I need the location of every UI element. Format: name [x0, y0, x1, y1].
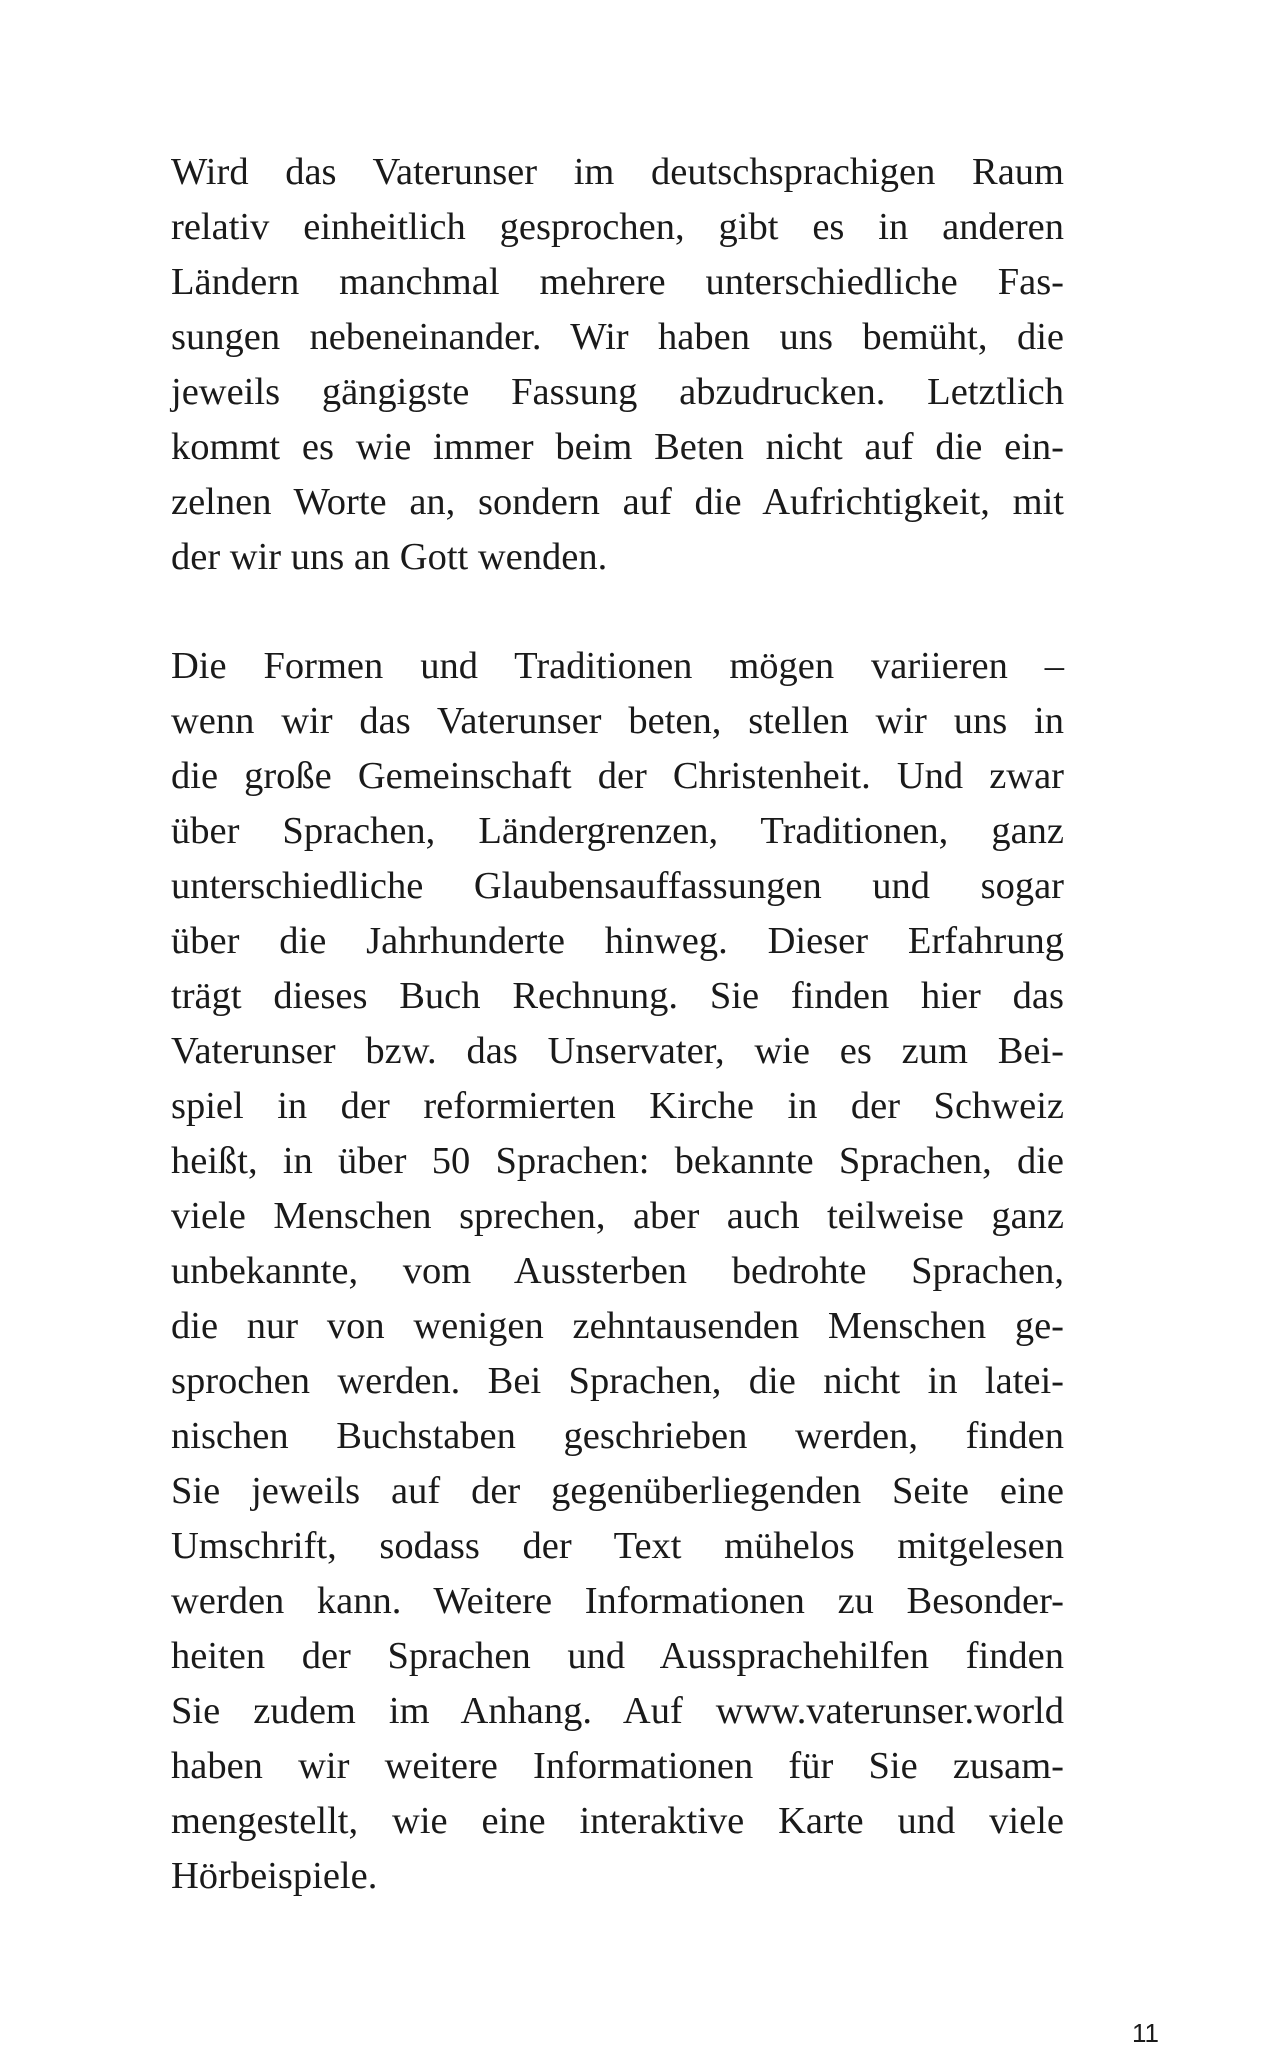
text-line: haben wir weitere Informationen für Sie zusam- — [171, 1745, 1064, 1787]
text-line: unbekannte, vom Aussterben bedrohte Sprachen, — [171, 1250, 1064, 1292]
text-line: heißt, in über 50 Sprachen: bekannte Sprachen, die — [171, 1140, 1064, 1182]
text-line: Die Formen und Traditionen mögen variieren – — [171, 645, 1064, 687]
text-line: Sie jeweils auf der gegenüberliegenden Seite eine — [171, 1470, 1064, 1512]
text-line: über die Jahrhunderte hinweg. Dieser Erfahrung — [171, 920, 1064, 962]
text-line: Vaterunser bzw. das Unservater, wie es zum Bei- — [171, 1030, 1064, 1072]
text-line: zelnen Worte an, sondern auf die Aufrichtigkeit, mit — [171, 481, 1064, 523]
text-line: die große Gemeinschaft der Christenheit. Und zwar — [171, 755, 1064, 797]
text-line: die nur von wenigen zehntausenden Menschen ge- — [171, 1305, 1064, 1347]
text-line: nischen Buchstaben geschrieben werden, finden — [171, 1415, 1064, 1457]
text-line: spiel in der reformierten Kirche in der Schweiz — [171, 1085, 1064, 1127]
text-line: Hörbeispiele. — [171, 1855, 378, 1897]
paragraph-traditions — [171, 639, 1064, 1904]
text-line: unterschiedliche Glaubensauffassungen und sogar — [171, 865, 1064, 907]
page-number: 11 — [1132, 2018, 1159, 2048]
text-line: trägt dieses Buch Rechnung. Sie finden hier das — [171, 975, 1064, 1017]
text-line: Ländern manchmal mehrere unterschiedliche Fas- — [171, 261, 1064, 303]
text-line: kommt es wie immer beim Beten nicht auf die ein- — [171, 426, 1064, 468]
text-line: sungen nebeneinander. Wir haben uns bemüht, die — [171, 316, 1064, 358]
text-line: sprochen werden. Bei Sprachen, die nicht in latei- — [171, 1360, 1064, 1402]
text-line: relativ einheitlich gesprochen, gibt es in anderen — [171, 206, 1064, 248]
text-line: Wird das Vaterunser im deutschsprachigen Raum — [171, 151, 1064, 193]
text-line: Umschrift, sodass der Text mühelos mitgelesen — [171, 1525, 1064, 1567]
paragraph-intro-variants — [171, 145, 1064, 585]
text-line: viele Menschen sprechen, aber auch teilweise ganz — [171, 1195, 1064, 1237]
text-line: mengestellt, wie eine interaktive Karte und viele — [171, 1800, 1064, 1842]
text-line: werden kann. Weitere Informationen zu Besonder- — [171, 1580, 1064, 1622]
text-line: heiten der Sprachen und Aussprachehilfen finden — [171, 1635, 1064, 1677]
text-line: jeweils gängigste Fassung abzudrucken. Letztlich — [171, 371, 1064, 413]
text-line: Sie zudem im Anhang. Auf www.vaterunser.world — [171, 1690, 1064, 1732]
text-line: über Sprachen, Ländergrenzen, Traditionen, ganz — [171, 810, 1064, 852]
text-line: wenn wir das Vaterunser beten, stellen wir uns in — [171, 700, 1064, 742]
text-line: der wir uns an Gott wenden. — [171, 536, 608, 578]
